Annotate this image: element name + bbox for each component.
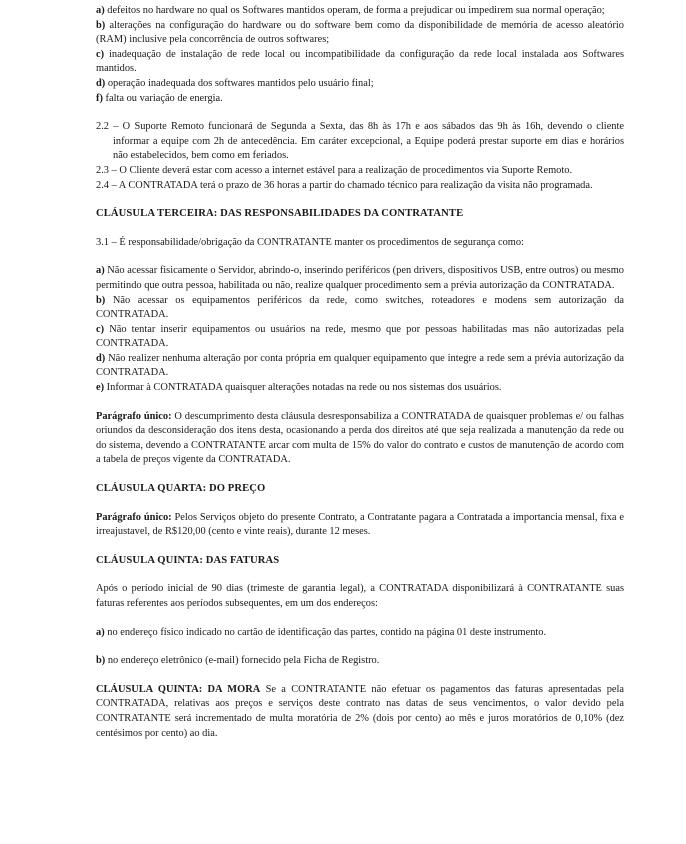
clause-mora-paragraph: CLÁUSULA QUINTA: DA MORA Se a CONTRATANTE não efetuar os pagamentos das faturas apresentadas pela CONTRATADA, relativas aos preços e serviços deste contrato nas datas de seus vencimentos, o valor devido pela CONTRATANTE será incrementado de multa moratória de 2% (dois por cento) ao mês e juros moratórios de 0,10% (dez centésimos por cento) ao dia.: [96, 683, 625, 739]
clause-three-intro: 3.1 – É responsabilidade/obrigação da CONTRATANTE manter os procedimentos de segurança como:: [96, 236, 524, 248]
list-item: e) Informar à CONTRATADA quaisquer alterações notadas na rede ou nos sistemas dos usuários.: [96, 382, 502, 394]
clause-five-heading: CLÁUSULA QUINTA: DAS FATURAS: [96, 554, 280, 566]
clause-three-list: [96, 264, 624, 395]
list-item: a) defeitos no hardware no qual os Softwares mantidos operam, de forma a prejudicar ou impedirem sua normal operação;: [96, 5, 605, 16]
list-item: c) inadequação de instalação de rede local ou incompatibilidade da configuração da rede local instalada aos Softwares mantidos.: [96, 48, 624, 75]
clause-2-4: 2.4 – A CONTRATADA terá o prazo de 36 horas a partir do chamado técnico para realização da visita não programada.: [96, 179, 593, 191]
clause-five-intro: Após o período inicial de 90 dias (trimeste de garantia legal), a CONTRATADA disponibilizará à CONTRATANTE suas faturas referentes aos períodos subsequentes, em um dos endereços:: [96, 583, 624, 609]
list-item: d) Não realizer nenhuma alteração por conta própria em qualquer equipamento que integre a rede sem a prévia autorização da CONTRATADA.: [96, 352, 624, 379]
list-item: c) Não tentar inserir equipamentos ou usuários na rede, mesmo que por pessoas habilitadas mas não autorizadas pela CONTRATADA.: [96, 323, 624, 350]
list-item: b) alterações na configuração do hardware ou do software bem como da disponibilidade de memória de acesso aleatório (RAM) inclusive pela concorrência de outros softwares;: [96, 19, 624, 46]
list-item: b) no endereço eletrônico (e-mail) fornecido pela Ficha de Registro.: [96, 655, 380, 667]
clause-three-heading: CLÁUSULA TERCEIRA: DAS RESPONSABILIDADES DA CONTRATANTE: [96, 208, 464, 220]
clause-four-heading: CLÁUSULA QUARTA: DO PREÇO: [96, 483, 266, 495]
clause-2-2: 2.2 – O Suporte Remoto funcionará de Segunda a Sexta, das 8h às 17h e aos sábados das 9h às 16h, devendo o cliente informar a equipe com 2h de antecedência. Em caráter excepcional, a Equipe poderá prestar suporte em dias e horários não estabelecidos, bem como em feriados.: [96, 121, 624, 162]
clause-three-paragraph: Parágrafo único: O descumprimento desta cláusula desresponsabiliza a CONTRATADA de quaisquer problemas e/ ou falhas oriundos da desconsideração dos itens desta, ocasionando a perda dos direitos até que seja realizada a manutenção da rede ou do sistema, devendo a CONTRATANTE arcar com multa de 15% do valor do contrato e custos de manutenção de acordo com a tabela de preços vigente da CONTRATADA.: [96, 410, 624, 466]
clause-four-paragraph: Parágrafo único: Pelos Serviços objeto do presente Contrato, a Contratante pagara a Contratada a importancia mensal, fixa e irreajustavel, de R$120,00 (cento e vinte reais), durante 12 meses.: [96, 511, 624, 538]
list-item: a) no endereço físico indicado no cartão de identificação das partes, contido na página 01 deste instrumento.: [96, 626, 547, 638]
list-item: f) falta ou variação de energia.: [96, 92, 223, 104]
contract-page: [96, 4, 624, 741]
list-item: a) Não acessar fisicamente o Servidor, abrindo-o, inserindo periféricos (pen drivers, dispositivos USB, entre outros) ou mesmo permitindo que outra pessoa, habilitada ou não, realize qualquer procedimento sem a prévia autorização da CONTRATADA.: [96, 265, 624, 291]
list-item: b) Não acessar os equipamentos periféricos da rede, como switches, roteadores e modens sem autorização da CONTRATADA.: [96, 294, 624, 321]
list-item: d) operação inadequada dos softwares mantidos pelo usuário final;: [96, 77, 374, 89]
clause-2-3: 2.3 – O Cliente deverá estar com acesso a internet estável para a realização de procedimentos via Suporte Remoto.: [96, 164, 573, 176]
section-two-list: [96, 4, 624, 106]
